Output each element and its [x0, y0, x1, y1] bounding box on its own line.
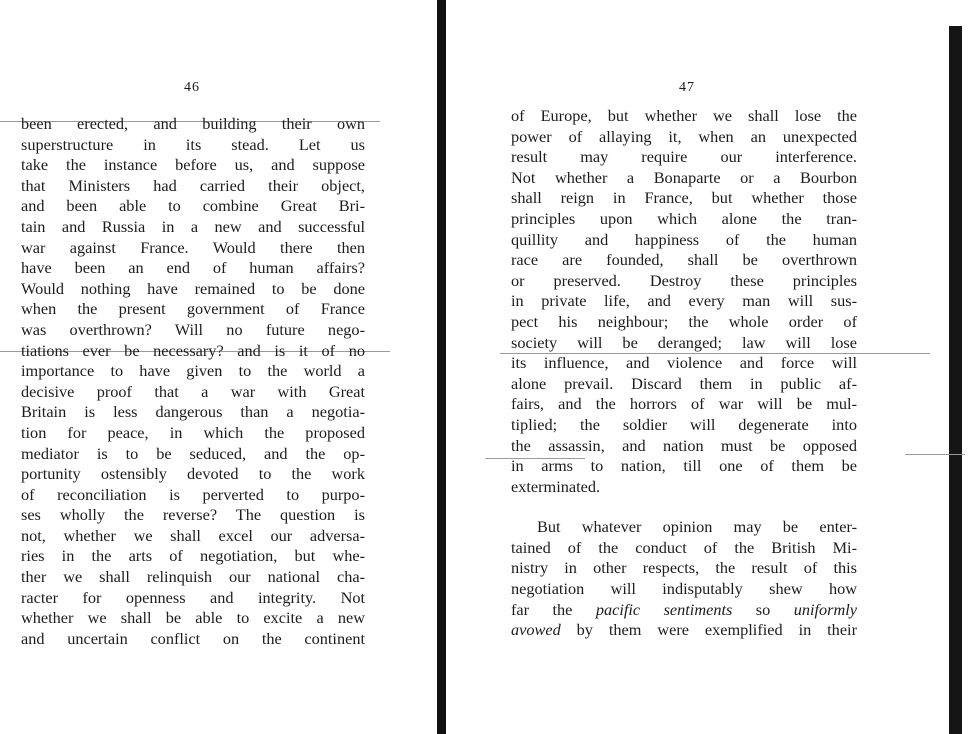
text-line: tain and Russia in a new and successful [21, 216, 365, 236]
text-line: Would nothing have remained to be done [21, 278, 365, 298]
text-line: negotiation will indisputably shew how [511, 579, 857, 599]
text-line: racter for openness and integrity. Not [21, 587, 365, 607]
text-line-mixed [511, 600, 857, 621]
text-line: But whatever opinion may be enter- [537, 517, 857, 537]
page-number-right: 47 [679, 80, 695, 95]
text-line: alone prevail. Discard them in public af- [511, 373, 857, 393]
text-line: not, whether we shall excel our adversa- [21, 525, 365, 545]
text-line: ther we shall relinquish our national cha- [21, 567, 365, 587]
text-line: take the instance before us, and suppose [21, 155, 365, 175]
italic-phrase: avowed [511, 620, 561, 640]
text-line: in arms to nation, till one of them be [511, 456, 857, 476]
right-page-text [511, 106, 857, 641]
text-line-mixed [511, 620, 857, 641]
text-line: when the present government of France [21, 299, 365, 319]
text-line: been erected, and building their own [21, 114, 365, 133]
text-line: mediator is to be seduced, and the op- [21, 443, 365, 463]
page-edge-shadow [949, 26, 962, 734]
text-line: fairs, and the horrors of war will be mul- [511, 394, 857, 414]
page-number-left: 46 [184, 80, 200, 95]
text-line: quillity and happiness of the human [511, 229, 857, 249]
text-line: ries in the arts of negotiation, but whe- [21, 546, 365, 566]
text-line: pect his neighbour; the whole order of [511, 311, 857, 331]
text-line: importance to have given to the world a [21, 361, 365, 381]
text-line: war against France. Would there then [21, 237, 365, 257]
text-line: principles upon which alone the tran- [511, 208, 857, 228]
text-line: was overthrown? Will no future nego- [21, 319, 365, 339]
text-span: far the [511, 599, 573, 619]
text-line: superstructure in its stead. Let us [21, 134, 365, 154]
text-line: Not whether a Bonaparte or a Bourbon [511, 167, 857, 187]
text-line: have been an end of human affairs? [21, 258, 365, 278]
text-line: whether we shall be able to excite a new [21, 608, 365, 628]
text-line: and uncertain conflict on the continent [21, 628, 365, 648]
text-line: power of allaying it, when an unexpected [511, 126, 857, 146]
text-line: Britain is less dangerous than a negotia- [21, 402, 365, 422]
text-line: ses wholly the reverse? The question is [21, 505, 365, 525]
text-line: decisive proof that a war with Great [21, 381, 365, 401]
text-line: or preserved. Destroy these principles [511, 270, 857, 290]
text-line: nistry in other respects, the result of this [511, 558, 857, 578]
text-line: of reconciliation is perverted to purpo- [21, 484, 365, 504]
text-line: the assassin, and nation must be opposed [511, 435, 857, 455]
text-line: of Europe, but whether we shall lose the [511, 106, 857, 125]
text-line: and been able to combine Great Bri- [21, 196, 365, 216]
text-span: by them were exemplified in their [576, 620, 857, 640]
text-line: in private life, and every man will sus- [511, 291, 857, 311]
italic-phrase: uniformly [793, 599, 857, 619]
text-line: tiations ever be necessary? and is it of no [21, 340, 365, 360]
text-line: tiplied; the soldier will degenerate into [511, 414, 857, 434]
text-line: exterminated. [511, 476, 601, 496]
paragraph-gap [511, 497, 857, 517]
book-spine [437, 0, 446, 734]
text-line: tion for peace, in which the proposed [21, 422, 365, 442]
italic-phrase: pacific sentiments [595, 599, 733, 619]
text-line: result may require our interference. [511, 147, 857, 167]
left-page-text [21, 114, 365, 649]
text-line: society will be deranged; law will lose [511, 332, 857, 352]
text-line: shall reign in France, but whether those [511, 188, 857, 208]
text-span: so [755, 599, 771, 619]
text-line: tained of the conduct of the British Mi- [511, 537, 857, 557]
text-line: its influence, and violence and force will [511, 353, 857, 373]
scan-rule [905, 454, 965, 455]
text-line: race are founded, shall be overthrown [511, 250, 857, 270]
text-line: portunity ostensibly devoted to the work [21, 464, 365, 484]
text-line: that Ministers had carried their object, [21, 175, 365, 195]
